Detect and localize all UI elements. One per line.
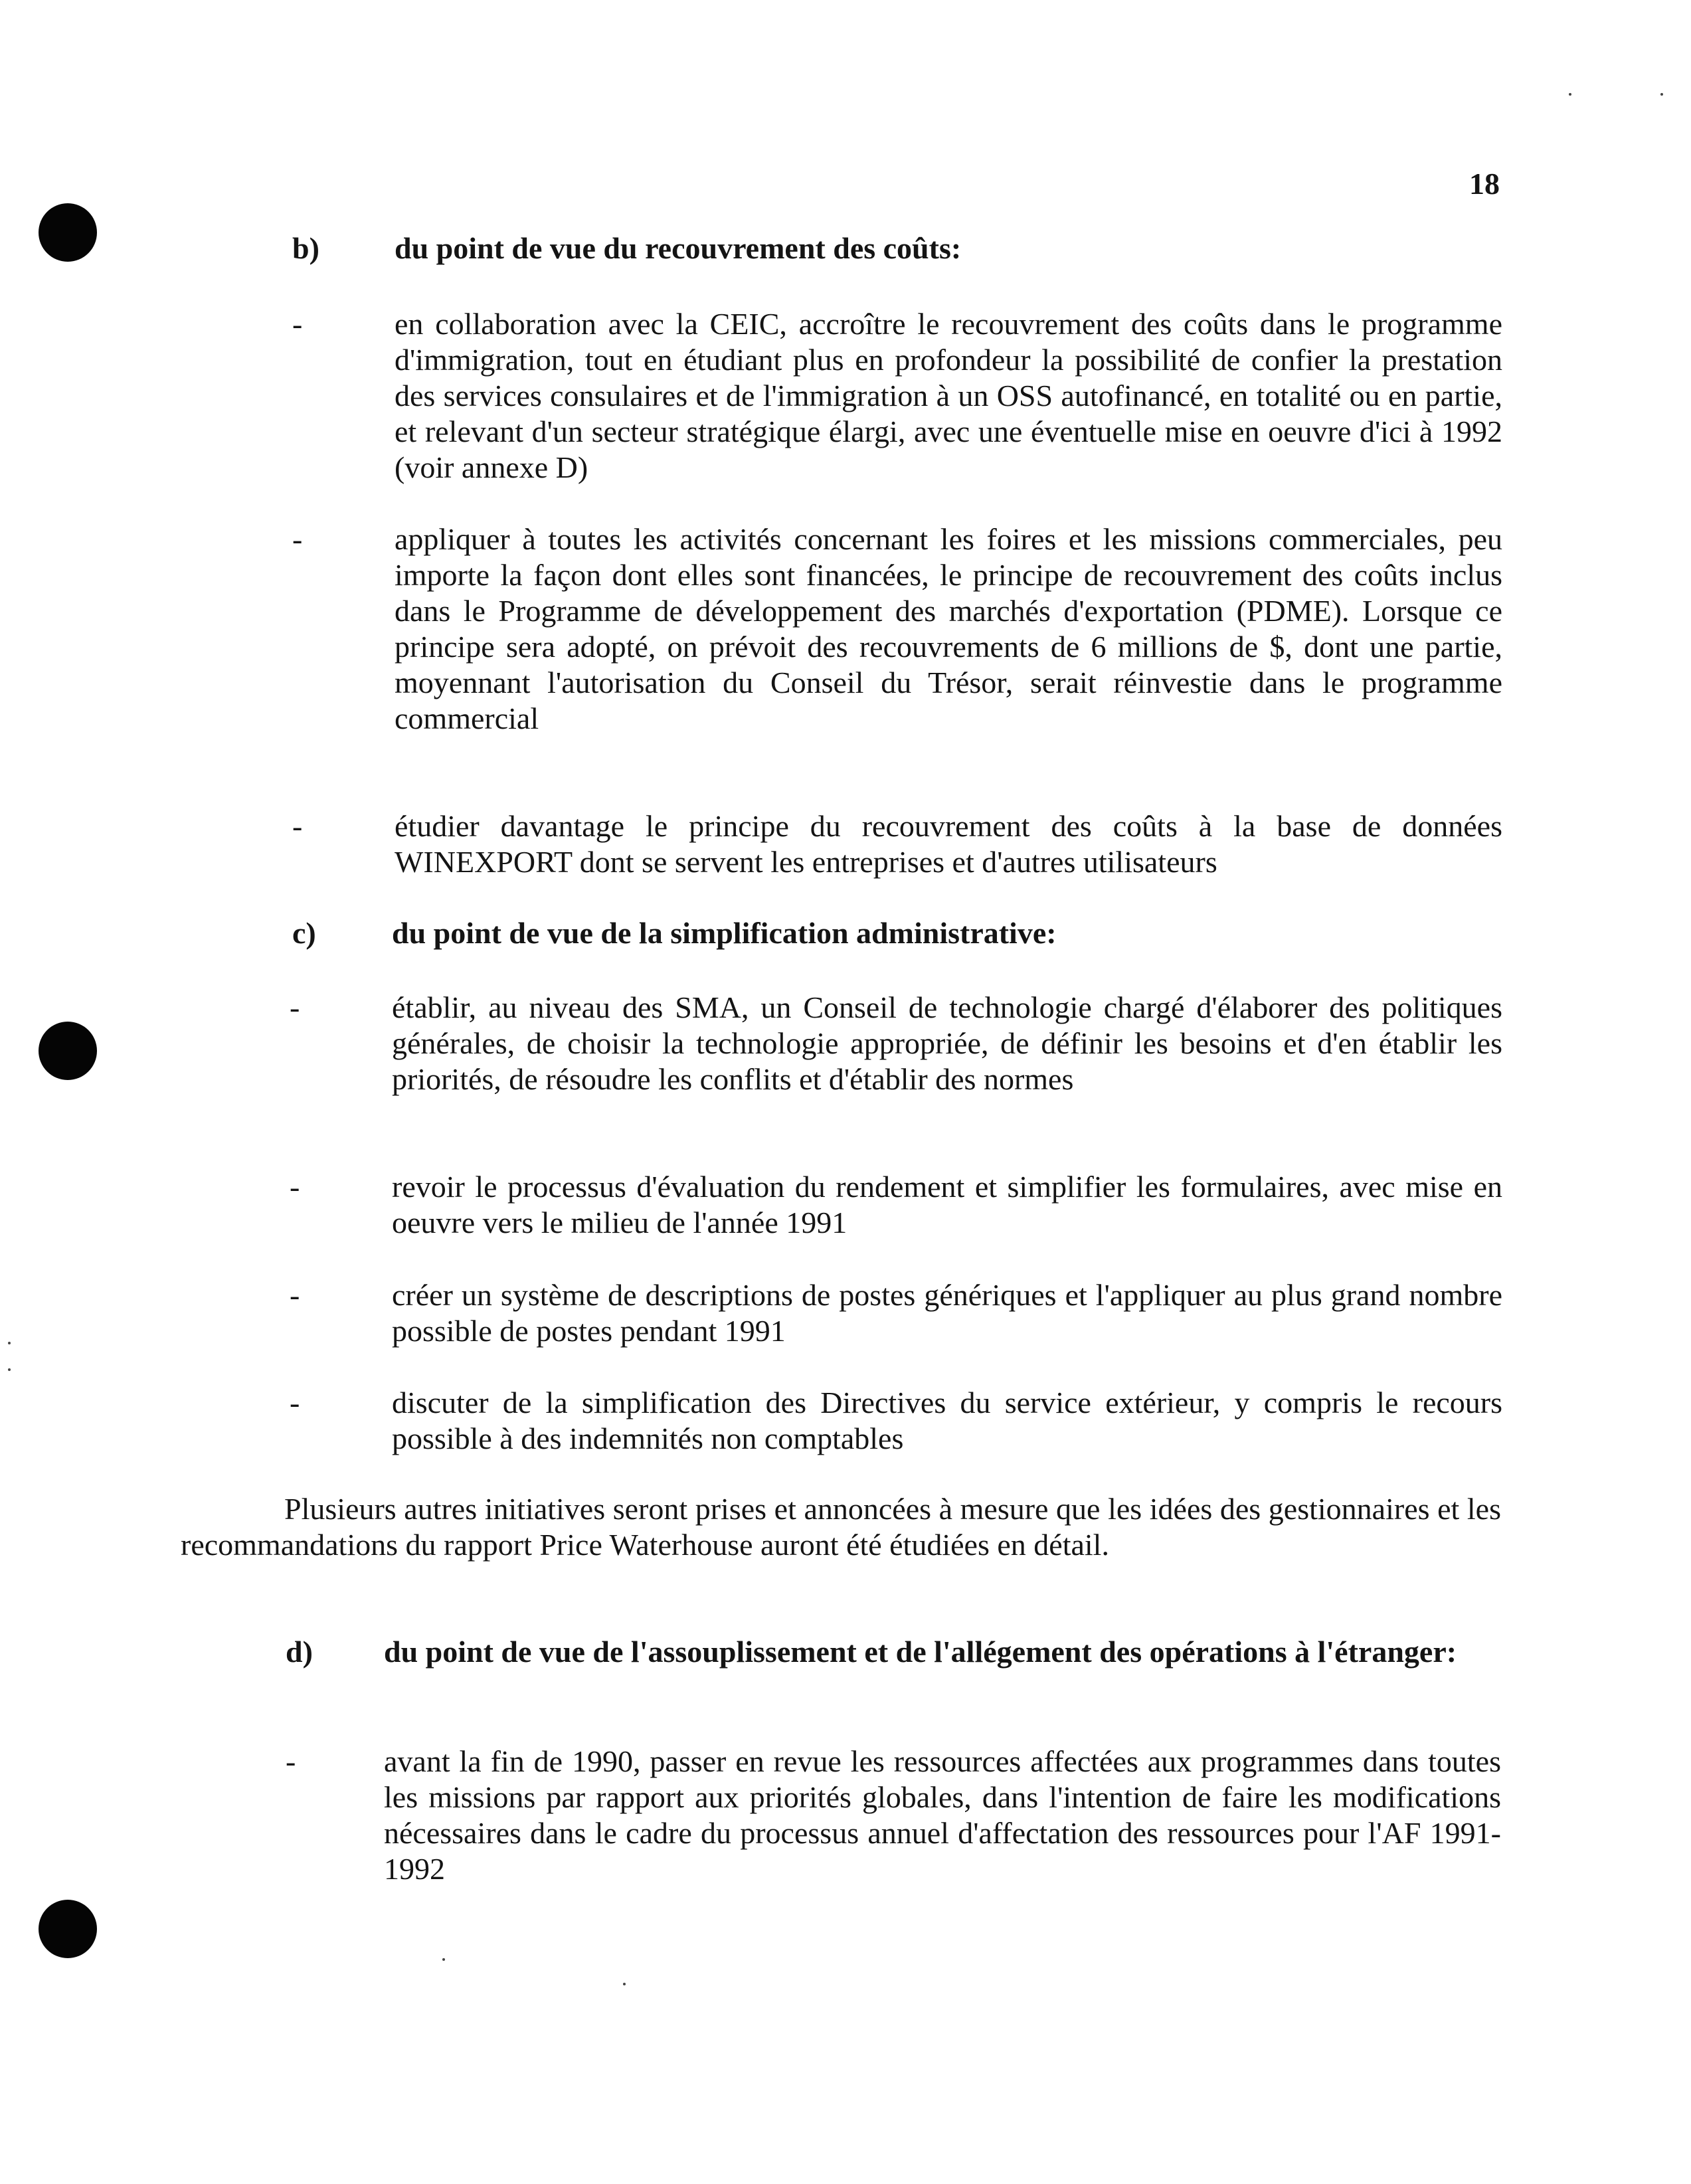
list-item-text: avant la fin de 1990, passer en revue les ressources affectées aux programmes dans toutes les missions par rapport aux priorités globales, dans l'intention de faire les modifications nécessaires dans le cadre du processus annuel d'affectation des ressources pour l'AF 1991-1992 bbox=[384, 1744, 1501, 1886]
scan-speck bbox=[1569, 93, 1571, 96]
body-paragraph: Plusieurs autres initiatives seront prises et annoncées à mesure que les idées des gestionnaires et les recommandations du rapport Price Waterhouse auront été étudiées en détail. bbox=[181, 1492, 1501, 1562]
list-item-text: établir, au niveau des SMA, un Conseil de technologie chargé d'élaborer des politiques générales, de choisir la technologie appropriée, de définir les besoins et d'en établir les priorités, de résoudre les conflits et d'établir des normes bbox=[392, 990, 1502, 1096]
section-d-title: du point de vue de l'assouplissement et de l'allégement des opérations à l'étranger: bbox=[384, 1635, 1457, 1669]
scan-speck bbox=[8, 1368, 11, 1371]
punch-hole-middle bbox=[39, 1022, 97, 1080]
scan-speck bbox=[442, 1958, 445, 1961]
punch-hole-bottom bbox=[39, 1900, 97, 1958]
bullet-dash: - bbox=[290, 1278, 300, 1312]
section-d-letter: d) bbox=[286, 1635, 313, 1669]
list-item-text: en collaboration avec la CEIC, accroître le recouvrement des coûts dans le programme d'immigration, tout en étudiant plus en profondeur la possibilité de confier la prestation des services consulaires et de l'immigration à un OSS autofinancé, en totalité ou en partie, et relevant d'un secteur stratégique élargi, avec une éventuelle mise en oeuvre d'ici à 1992 (voir annexe D) bbox=[395, 307, 1502, 484]
section-b-title: du point de vue du recouvrement des coûts: bbox=[395, 231, 962, 265]
section-b-letter: b) bbox=[292, 231, 319, 265]
section-c-title: du point de vue de la simplification administrative: bbox=[392, 916, 1057, 950]
section-b-heading bbox=[292, 230, 1501, 266]
bullet-dash: - bbox=[290, 1170, 300, 1204]
bullet-dash: - bbox=[290, 1386, 300, 1419]
bullet-dash: - bbox=[286, 1744, 296, 1778]
bullet-dash: - bbox=[292, 809, 303, 843]
scan-speck bbox=[1660, 93, 1663, 96]
section-c-letter: c) bbox=[292, 916, 316, 950]
list-item-text: revoir le processus d'évaluation du rendement et simplifier les formulaires, avec mise en oeuvre vers le milieu de l'année 1991 bbox=[392, 1170, 1502, 1239]
bullet-dash: - bbox=[290, 990, 300, 1024]
list-item-text: étudier davantage le principe du recouvrement des coûts à la base de données WINEXPORT dont se servent les entreprises et d'autres utilisateurs bbox=[395, 809, 1502, 879]
section-c-heading bbox=[292, 915, 1501, 951]
scan-speck bbox=[623, 1983, 626, 1985]
bullet-dash: - bbox=[292, 522, 303, 556]
punch-hole-top bbox=[39, 203, 97, 262]
list-item-text: discuter de la simplification des Directives du service extérieur, y compris le recours possible à des indemnités non comptables bbox=[392, 1386, 1502, 1455]
list-item-text: créer un système de descriptions de postes génériques et l'appliquer au plus grand nombre possible de postes pendant 1991 bbox=[392, 1278, 1502, 1348]
bullet-dash: - bbox=[292, 307, 303, 341]
list-item-text: appliquer à toutes les activités concernant les foires et les missions commerciales, peu importe la façon dont elles sont financées, le principe de recouvrement des coûts inclus dans le Programme de développement des marchés d'exportation (PDME). Lorsque ce principe sera adopté, on prévoit des recouvrements de 6 millions de $, dont une partie, moyennant l'autorisation du Conseil du Trésor, serait réinvestie dans le programme commercial bbox=[395, 522, 1502, 735]
scan-speck bbox=[8, 1342, 11, 1344]
page-number: 18 bbox=[1469, 167, 1500, 201]
